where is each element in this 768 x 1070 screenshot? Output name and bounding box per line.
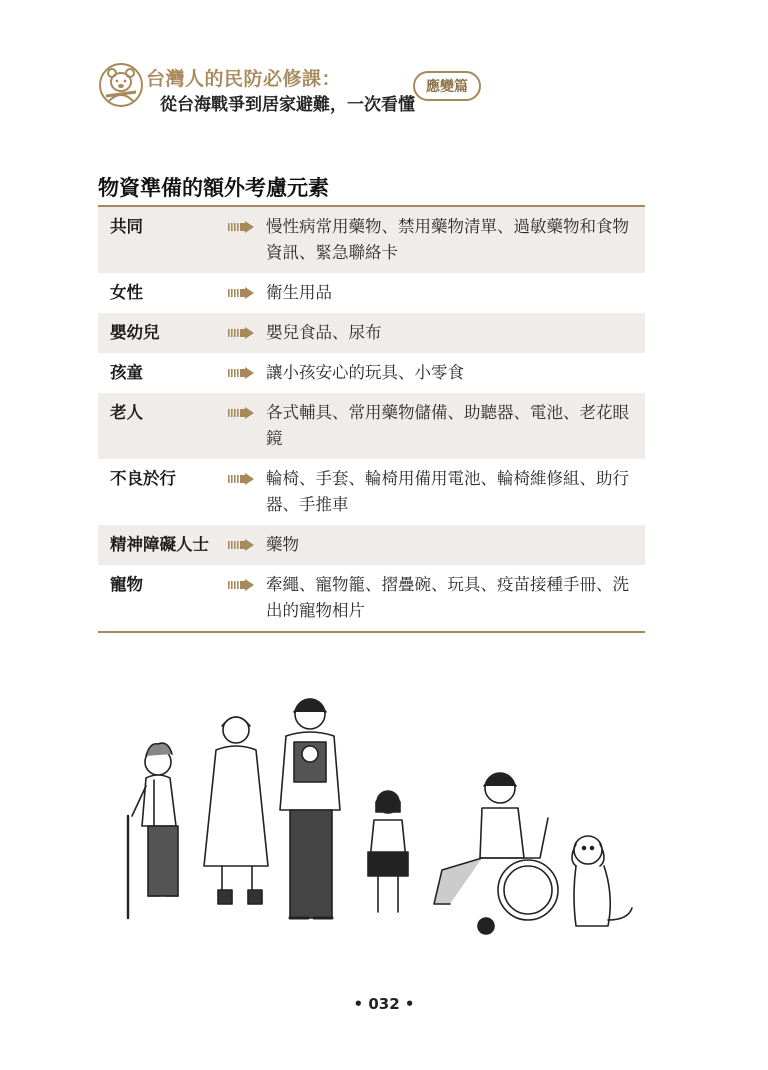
arrow-right-icon — [228, 280, 266, 306]
table-row — [98, 353, 645, 393]
table-row — [98, 207, 645, 273]
page-number: • 032 • — [353, 995, 415, 1013]
arrow-right-icon — [228, 572, 266, 624]
book-title-line2: 從台海戰爭到居家避難，一次看懂 — [160, 95, 415, 115]
section-title: 物資準備的額外考慮元素 — [98, 175, 329, 200]
row-category: 孩童 — [110, 363, 143, 382]
arrow-right-icon — [228, 214, 266, 266]
row-category: 嬰幼兒 — [110, 323, 160, 342]
table-row — [98, 273, 645, 313]
row-category: 共同 — [110, 217, 143, 236]
supplies-table — [98, 205, 645, 633]
row-category: 寵物 — [110, 575, 143, 594]
table-row — [98, 313, 645, 353]
row-items: 各式輔具、常用藥物儲備、助聽器、電池、老花眼鏡 — [266, 403, 629, 448]
row-category: 老人 — [110, 403, 143, 422]
arrow-right-icon — [228, 360, 266, 386]
people-illustration — [110, 690, 650, 950]
arrow-right-icon — [228, 532, 266, 558]
row-items: 嬰兒食品、尿布 — [266, 323, 382, 342]
arrow-right-icon — [228, 466, 266, 518]
arrow-right-icon — [228, 400, 266, 452]
table-row — [98, 393, 645, 459]
row-items: 慢性病常用藥物、禁用藥物清單、過敏藥物和食物資訊、緊急聯絡卡 — [266, 217, 629, 262]
row-category: 女性 — [110, 283, 143, 302]
father-figure — [280, 699, 340, 918]
table-row — [98, 565, 645, 631]
arrow-right-icon — [228, 320, 266, 346]
row-items: 讓小孩安心的玩具、小零食 — [266, 363, 464, 382]
row-category: 精神障礙人士 — [110, 535, 209, 554]
row-items: 藥物 — [266, 535, 299, 554]
row-items: 輪椅、手套、輪椅用備用電池、輪椅維修組、助行器、手推車 — [266, 469, 629, 514]
dog-figure — [572, 836, 632, 926]
chapter-badge: 應變篇 — [413, 71, 481, 101]
book-title-line1: 台灣人的民防必修課： — [146, 68, 342, 90]
table-row — [98, 525, 645, 565]
girl-figure — [368, 791, 408, 912]
row-items: 牽繩、寵物籠、摺疊碗、玩具、疫苗接種手冊、洗出的寵物相片 — [266, 575, 629, 620]
table-row — [98, 459, 645, 525]
row-category: 不良於行 — [110, 469, 176, 488]
bear-logo-icon — [98, 62, 144, 108]
wheelchair-figure — [434, 773, 558, 934]
pregnant-figure — [204, 717, 268, 904]
table-bottom-rule — [98, 631, 645, 633]
elderly-figure — [128, 743, 178, 918]
row-items: 衛生用品 — [266, 283, 332, 302]
